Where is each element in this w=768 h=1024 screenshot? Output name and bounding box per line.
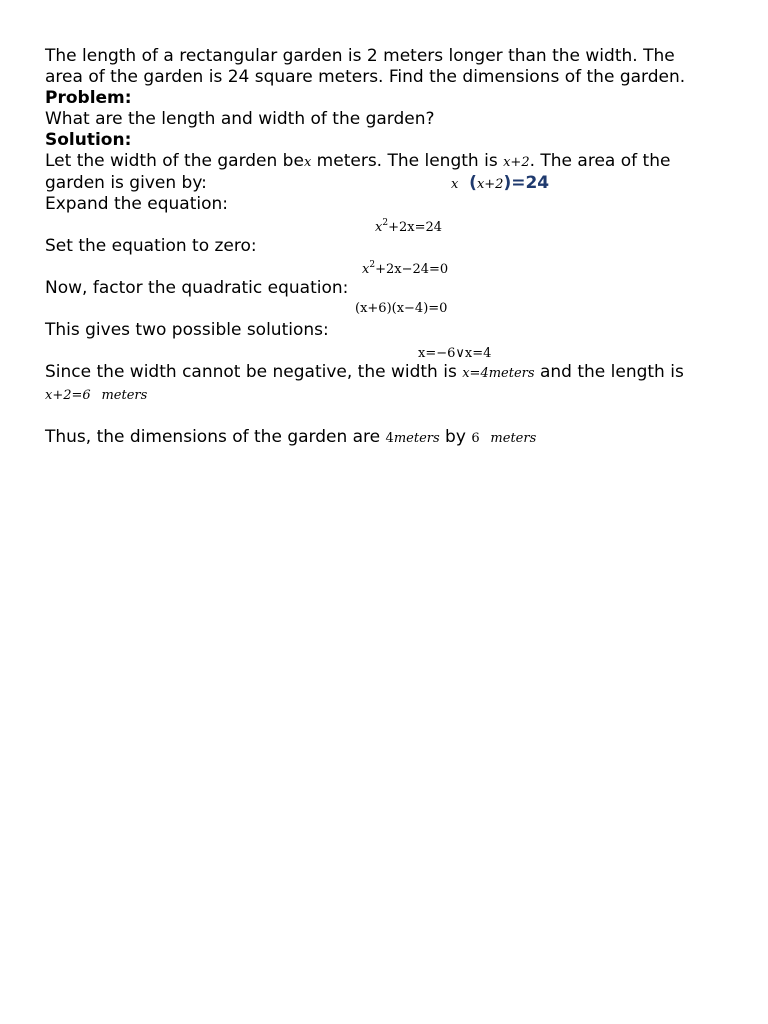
thus-val2-u: meters — [490, 431, 537, 446]
expand-text: Expand the equation: — [45, 194, 229, 214]
expand-eq-exp: 2 — [382, 218, 389, 228]
let-text-c: . The area of the — [529, 151, 671, 171]
thus-mid: by — [439, 427, 472, 447]
let-var: x — [303, 155, 312, 170]
zero-text: Set the equation to zero: — [45, 236, 257, 256]
zero-eq-a: x — [362, 262, 370, 277]
solution-heading: Solution: — [45, 130, 132, 150]
area-eq-inner: x+2 — [476, 177, 504, 192]
area-equation — [451, 173, 549, 195]
problem-heading: Problem: — [45, 88, 132, 108]
expand-eq-b: +2x=24 — [388, 220, 443, 235]
expand-equation-line — [45, 215, 735, 236]
since-text-a: Since the width cannot be negative, the width is — [45, 362, 463, 382]
let-text-a: Let the width of the garden be — [45, 151, 304, 171]
thus-val1-n: 4 — [385, 431, 394, 446]
zero-eq-b: +2x−24=0 — [375, 262, 449, 277]
problem-text: What are the length and width of the garden? — [45, 109, 435, 129]
area-eq-close: )=24 — [503, 173, 550, 193]
two-solutions-text: This gives two possible solutions: — [45, 320, 329, 340]
zero-equation-line — [45, 257, 735, 278]
let-width-line — [45, 151, 735, 173]
two-solutions-equation-line — [45, 341, 735, 362]
spacer — [45, 406, 735, 427]
thus-val2-n: 6 — [471, 431, 480, 446]
expand-eq-a: x — [375, 220, 383, 235]
zero-equation — [362, 259, 448, 280]
let-length: x+2 — [503, 155, 530, 170]
area-eq-x: x — [451, 177, 459, 192]
factor-equation-line — [45, 299, 735, 320]
length-eq-a: x+2=6 — [45, 388, 91, 403]
since-line — [45, 362, 735, 384]
since-text-b: and the length is — [534, 362, 684, 382]
zero-eq-exp: 2 — [369, 260, 376, 270]
area-text: garden is given by: — [45, 173, 207, 193]
factor-equation: (x+6)(x−4)=0 — [355, 301, 448, 316]
area-eq-open: ( — [469, 173, 477, 193]
thus-line — [45, 427, 735, 449]
intro-line-2: area of the garden is 24 square meters. Find the dimensions of the garden. — [45, 67, 686, 87]
two-solutions-equation: x=−6∨x=4 — [418, 346, 492, 361]
expand-equation — [375, 217, 442, 238]
thus-text-a: Thus, the dimensions of the garden are — [45, 427, 386, 447]
area-line — [45, 173, 735, 194]
length-eq-b: meters — [101, 388, 148, 403]
factor-text: Now, factor the quadratic equation: — [45, 278, 349, 298]
length-line — [45, 384, 735, 406]
intro-line-1: The length of a rectangular garden is 2 meters longer than the width. The — [45, 46, 675, 66]
since-eq: x=4meters — [462, 366, 535, 381]
document-body — [45, 46, 735, 449]
let-text-b: meters. The length is — [311, 151, 504, 171]
thus-val1-u: meters — [393, 431, 440, 446]
